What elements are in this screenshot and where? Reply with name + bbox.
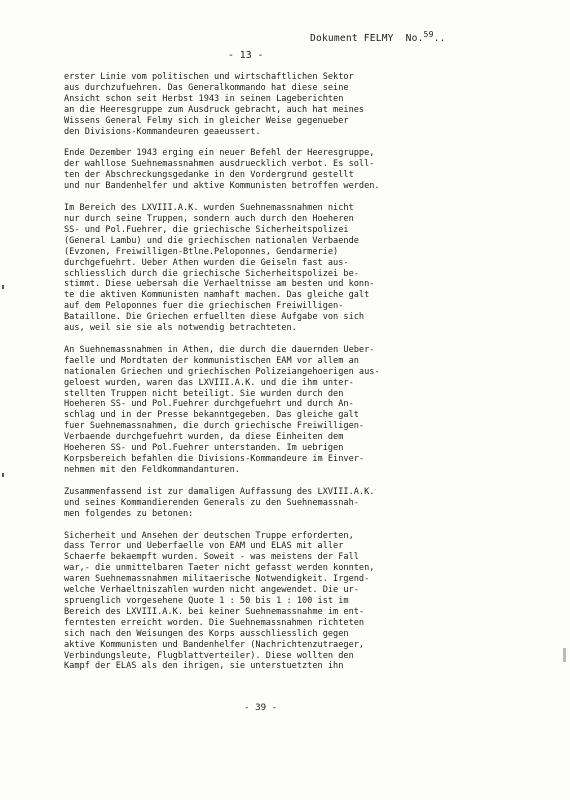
text-line: te die aktiven Kommunisten namhaft machen. Das gleiche galt	[64, 290, 370, 301]
text-line: An Suehnemassnahmen in Athen, die durch die dauernden Ueber-	[64, 344, 375, 355]
text-line: nehmen mit den Feldkommandanturen.	[64, 464, 240, 475]
text-line: stellten Truppen nicht beteiligt. Sie wurden durch den	[64, 388, 344, 399]
paragraph	[64, 345, 524, 476]
text-line: spruenglich vorgesehene Quote 1 : 50 bis 1 : 100 ist im	[64, 595, 349, 606]
text-line: men folgendes zu betonen:	[64, 508, 194, 519]
page-number-bottom: - 39 -	[244, 702, 278, 713]
text-line: aktive Kommunisten und Bandenhelfer (Nachrichtenzutraeger,	[64, 639, 365, 650]
text-line: SS- und Pol.Fuehrer, die griechische Sicherheitspolizei	[64, 224, 349, 235]
document-reference	[310, 30, 446, 44]
text-line: Zusammenfassend ist zur damaligen Auffassung des LXVIII.A.K.	[64, 486, 375, 497]
document-number: 59	[423, 30, 434, 39]
paragraph	[64, 203, 524, 334]
text-line: Ende Dezember 1943 erging ein neuer Befehl der Heeresgruppe,	[64, 148, 375, 159]
text-line: aus durchzufuehren. Das Generalkommando hat diese seine	[64, 82, 349, 93]
text-line: nationalen Griechen und griechischen Polizeiangehoerigen aus-	[64, 366, 380, 377]
text-line: fuer Suehnemassnahmen, die durch griechische Freiwilligen-	[64, 421, 365, 432]
text-line: waren Suehnemassnahmen militaerische Notwendigkeit. Irgend-	[64, 574, 370, 585]
text-line: ferntesten erreicht worden. Die Suehnemassnahmen richteten	[64, 617, 365, 628]
document-reference-label: Dokument FELMY No.	[310, 33, 424, 45]
text-line: Wissens General Felmy sich in gleicher Weise gegenueber	[64, 115, 349, 126]
text-line: stimmt. Diese uebersah die Verhaeltnisse am besten und konn-	[64, 279, 375, 290]
text-line: Im Bereich des LXVIII.A.K. wurden Suehnemassnahmen nicht	[64, 203, 354, 214]
document-reference-suffix: ..	[433, 33, 446, 45]
text-line: Verbindungsleute, Flugblattverteiler). Diese wollten den	[64, 650, 354, 661]
text-line: (Evzonen, Freiwilligen-Btlne.Peloponnes, Gendarmerie)	[64, 246, 339, 257]
text-line: Bereich des LXVIII.A.K. bei keiner Suehnemassnahme im ent-	[64, 606, 365, 617]
scan-speck	[563, 648, 566, 662]
text-line: ten der Abschreckungsgedanke in den Vordergrund gestellt	[64, 170, 354, 181]
text-line: den Divisions-Kommandeuren geaeussert.	[64, 126, 261, 137]
text-line: Hoeheren SS- und Pol.Fuehrer unterstanden. Im uebrigen	[64, 443, 344, 454]
text-line: der wahllose Suehnemassnahmen ausdruecklich verbot. Es soll-	[64, 159, 375, 170]
text-line: an die Heeresgruppe zum Ausdruck gebracht, auch hat meines	[64, 104, 365, 115]
text-line: Ansicht schon seit Herbst 1943 in seinen Lageberichten	[64, 93, 344, 104]
text-line: aus, weil sie sie als notwendig betrachteten.	[64, 323, 297, 334]
text-line: schlag und in der Presse bekanntgegeben. Das gleiche galt	[64, 410, 359, 421]
paragraph	[64, 487, 524, 520]
text-line: schliesslich durch die griechische Sicherheitspolizei be-	[64, 268, 359, 279]
text-line: dass Terror und Ueberfaelle von EAM und ELAS mit aller	[64, 541, 344, 552]
text-line: erster Linie vom politischen und wirtschaftlichen Sektor	[64, 72, 354, 82]
text-line: und nur Bandenhelfer und aktive Kommunisten betroffen werden.	[64, 181, 380, 192]
text-line: nur durch seine Truppen, sondern auch durch den Hoeheren	[64, 213, 354, 224]
text-line: sich nach den Weisungen des Korps ausschliesslich gegen	[64, 628, 349, 639]
text-line: und seines Kommandierenden Generals zu den Suehnemassnah-	[64, 497, 359, 508]
text-line: welche Verhaeltniszahlen wurden nicht angewendet. Die ur-	[64, 585, 359, 596]
text-line: Kampf der ELAS als den ihrigen, sie unterstuetzten ihn	[64, 661, 344, 672]
text-line: faelle und Mordtaten der kommunistischen EAM vor allem an	[64, 355, 359, 366]
text-line: Korpsbereich befahlen die Divisions-Kommandeure im Einver-	[64, 454, 365, 464]
document-body	[64, 72, 524, 683]
text-line: Bataillone. Die Griechen erfuellten diese Aufgabe von sich	[64, 312, 365, 323]
punch-mark	[2, 285, 4, 289]
text-line: auf dem Peloponnes fuer die griechischen Freiwilligen-	[64, 301, 344, 312]
paragraph	[64, 148, 524, 192]
text-line: Hoeheren SS- und Pol.Fuehrer durchgefuehrt und durch An-	[64, 399, 354, 410]
text-line: (General Lambu) und die griechischen nationalen Verbaende	[64, 235, 359, 246]
text-line: Sicherheit und Ansehen der deutschen Truppe erforderten,	[64, 530, 354, 541]
punch-mark	[2, 473, 4, 477]
page-number-top: - 13 -	[228, 50, 264, 61]
text-line: geloest wurden, waren das LXVIII.A.K. und die ihm unter-	[64, 377, 354, 388]
text-line: Schaerfe bekaempft wurden. Soweit - was meistens der Fall	[64, 552, 359, 563]
paragraph	[64, 531, 524, 673]
paragraph	[64, 72, 524, 137]
text-line: Verbaende durchgefuehrt wurden, da diese Einheiten dem	[64, 432, 344, 443]
text-line: durchgefuehrt. Ueber Athen wurden die Geiseln fast aus-	[64, 257, 349, 268]
text-line: war,- die unmittelbaren Taeter nicht gefasst werden konnten,	[64, 563, 375, 574]
